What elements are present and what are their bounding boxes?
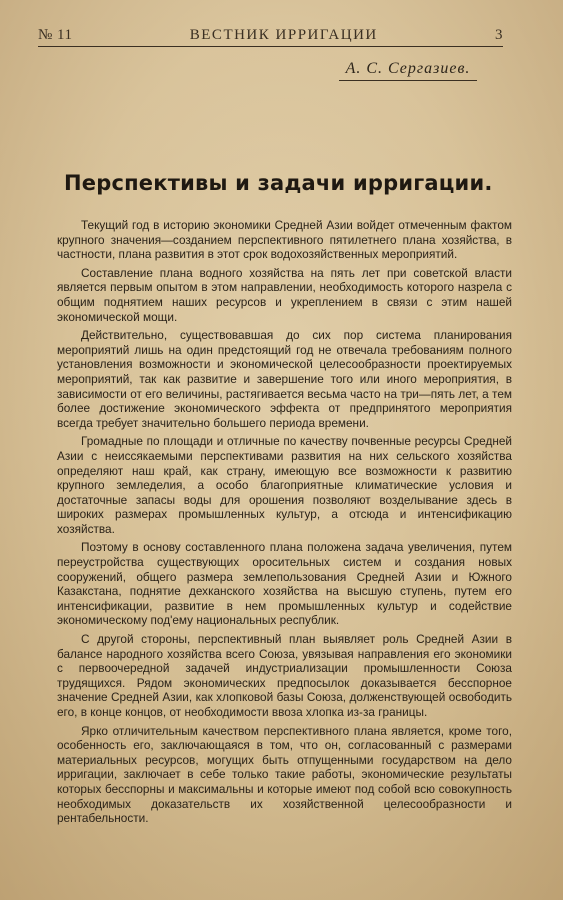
journal-title: ВЕСТНИК ИРРИГАЦИИ [189, 26, 378, 43]
paragraph-3: Действительно, существовавшая до сих пор система планирования мероприятий лишь на один предстоящий год не отвечала требованиям полного установления возможности и экономической целесообразности проектируемых мероприятий, так как развитие и завершение того или иного мероприятия, в зависимости от его величины, растягивается весьма часто на три—пять лет, а тем более достижение экономического эффекта от предпринятого мероприятия всегда требует значительно большего периода времени. [57, 328, 512, 430]
paragraph-1: Текущий год в историю экономики Средней Азии войдет отмеченным фактом крупного значения—созданием перспективного пятилетнего плана хозяйства, в частности, плана развития в этот срок водохозяйственных мероприятий. [57, 218, 512, 262]
page-number: 3 [495, 26, 503, 43]
paragraph-7: Ярко отличительным качеством перспективного плана является, кроме того, особенность его, заключающаяся в том, что он, согласованный с размерами материальных ресурсов, могущих быть отпущенными государством на дело ирригации, заключает в себе только такие работы, экономические результаты которых бесспорны и максимальны и которые имеют под собой всю совокупность необходимых доказательств их хозяйственной целесообразности и рентабельности. [57, 723, 512, 826]
running-header [38, 24, 503, 47]
paragraph-2: Составление плана водного хозяйства на пять лет при советской власти является первым опытом в этом направлении, необходимость которого назрела с общим поднятием наших ресурсов и укреплением в связи с этим нашей экономической мощи. [57, 265, 512, 324]
paragraph-4: Громадные по площади и отличные по качеству почвенные ресурсы Средней Азии с неиссякаемыми перспективами развития на них сельского хозяйства определяют наш край, как страну, имеющую все возможности к развитию крупного земледелия, а особо благоприятные климатические условия и достаточные запасы воды для орошения позволяют возделывание здесь в широких размерах промышленных культур, а отсюда и интенсификацию хозяйства. [57, 434, 512, 536]
article-body [57, 218, 512, 830]
issue-number: № 11 [38, 26, 73, 43]
paragraph-6: С другой стороны, перспективный план выявляет роль Средней Азии в балансе народного хозяйства всего Союза, увязывая направления его экономики с первоочередной задачей индустриализации промышленности Союза трудящихся. Рядом экономических предпосылок доказывается бесспорное значение Средней Азии, как хлопковой базы Союза, долженствующей освободить его, в конце концов, от необходимости ввоза хлопка из-за границы. [57, 632, 512, 719]
article-author: А. С. Сергазиев. [339, 60, 477, 81]
paragraph-5: Поэтому в основу составленного плана положена задача увеличения, путем переустройства существующих оросительных систем и создания новых сооружений, общего размера землепользования Средней Азии и Южного Казакстана, поднятие дехканского хозяйства на высшую ступень, путем его интенсификации, развитие в нем промышленных культур и содействие экономическому под'ему национальных республик. [57, 540, 512, 628]
article-title: Перспективы и задачи ирригации. [64, 171, 493, 195]
